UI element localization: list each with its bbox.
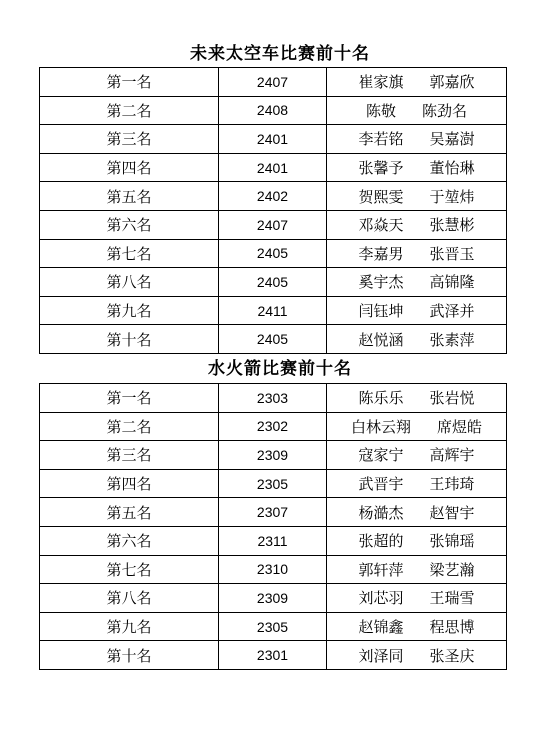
member-name-2: 高锦隆 [429, 273, 475, 292]
rank-cell: 第十名 [40, 641, 219, 670]
table-row [40, 182, 507, 211]
team-members [327, 616, 506, 637]
member-name-1: 陈敬 [365, 101, 396, 120]
rank-cell: 第六名 [40, 210, 219, 239]
team-members [327, 243, 506, 264]
table-row [40, 153, 507, 182]
member-name-1: 寇家宁 [358, 446, 404, 465]
table-row [40, 268, 507, 297]
team-members [327, 214, 506, 235]
team-members [327, 587, 506, 608]
member-name-2: 张慧彬 [429, 216, 475, 235]
names-cell [327, 96, 507, 125]
names-cell [327, 612, 507, 641]
names-cell [327, 526, 507, 555]
names-cell [327, 498, 507, 527]
table-row [40, 412, 507, 441]
section-title-water-rocket: 水火箭比赛前十名 [208, 359, 352, 379]
member-name-2: 张锦瑶 [429, 532, 475, 551]
member-name-1: 李嘉男 [358, 244, 404, 263]
class-cell: 2309 [219, 441, 327, 470]
member-name-1: 杨澔杰 [358, 503, 404, 522]
class-cell: 2401 [219, 153, 327, 182]
member-name-1: 贺熙雯 [358, 187, 404, 206]
class-cell: 2405 [219, 325, 327, 354]
table-row [40, 125, 507, 154]
rank-cell: 第七名 [40, 555, 219, 584]
class-cell: 2307 [219, 498, 327, 527]
ranking-table-space-car [39, 67, 507, 354]
member-name-2: 董怡琳 [429, 159, 475, 178]
member-name-2: 王玮琦 [429, 475, 475, 494]
table-row [40, 584, 507, 613]
member-name-1: 刘芯羽 [358, 589, 404, 608]
rank-cell: 第二名 [40, 96, 219, 125]
team-members [327, 100, 506, 121]
names-cell [327, 239, 507, 268]
member-name-2: 张素萍 [429, 330, 475, 349]
rank-cell: 第八名 [40, 584, 219, 613]
names-cell [327, 182, 507, 211]
class-cell: 2302 [219, 412, 327, 441]
names-cell [327, 641, 507, 670]
team-members [327, 530, 506, 551]
member-name-2: 陈劲名 [422, 101, 468, 120]
names-cell [327, 469, 507, 498]
member-name-2: 张晋玉 [429, 244, 475, 263]
names-cell [327, 584, 507, 613]
rank-cell: 第四名 [40, 469, 219, 498]
member-name-2: 王瑞雪 [429, 589, 475, 608]
class-cell: 2402 [219, 182, 327, 211]
team-members [327, 186, 506, 207]
class-cell: 2407 [219, 68, 327, 97]
team-members [327, 329, 506, 350]
table-row [40, 498, 507, 527]
member-name-2: 郭嘉欣 [429, 73, 475, 92]
table-row [40, 210, 507, 239]
names-cell [327, 441, 507, 470]
table-row [40, 612, 507, 641]
member-name-2: 张岩悦 [429, 389, 475, 408]
member-name-1: 陈乐乐 [358, 389, 404, 408]
table-row [40, 68, 507, 97]
rank-cell: 第三名 [40, 441, 219, 470]
names-cell [327, 210, 507, 239]
table-row [40, 384, 507, 413]
names-cell [327, 268, 507, 297]
class-cell: 2305 [219, 612, 327, 641]
rank-cell: 第五名 [40, 182, 219, 211]
member-name-1: 武晋宇 [358, 475, 404, 494]
rank-cell: 第二名 [40, 412, 219, 441]
rank-cell: 第五名 [40, 498, 219, 527]
rank-cell: 第八名 [40, 268, 219, 297]
member-name-1: 张超的 [358, 532, 404, 551]
class-cell: 2305 [219, 469, 327, 498]
member-name-1: 赵悦涵 [358, 330, 404, 349]
team-members [327, 300, 506, 321]
class-cell: 2405 [219, 239, 327, 268]
member-name-1: 郭轩萍 [358, 560, 404, 579]
class-cell: 2408 [219, 96, 327, 125]
team-members [327, 444, 506, 465]
names-cell [327, 125, 507, 154]
team-members [327, 416, 506, 437]
table-row [40, 555, 507, 584]
member-name-1: 闫钰坤 [358, 302, 404, 321]
class-cell: 2311 [219, 526, 327, 555]
names-cell [327, 384, 507, 413]
team-members [327, 473, 506, 494]
names-cell [327, 153, 507, 182]
names-cell [327, 68, 507, 97]
team-members [327, 502, 506, 523]
class-cell: 2309 [219, 584, 327, 613]
rank-cell: 第九名 [40, 296, 219, 325]
member-name-2: 张圣庆 [429, 646, 475, 665]
member-name-2: 武泽并 [429, 302, 475, 321]
rank-cell: 第三名 [40, 125, 219, 154]
names-cell [327, 555, 507, 584]
table-row [40, 325, 507, 354]
table-row [40, 469, 507, 498]
member-name-2: 吴嘉澍 [429, 130, 475, 149]
class-cell: 2407 [219, 210, 327, 239]
member-name-2: 高辉宇 [429, 446, 475, 465]
table-row [40, 441, 507, 470]
table-row [40, 96, 507, 125]
member-name-1: 邓焱天 [358, 216, 404, 235]
member-name-1: 白林云翔 [350, 417, 411, 436]
class-cell: 2411 [219, 296, 327, 325]
team-members [327, 157, 506, 178]
team-members [327, 128, 506, 149]
member-name-2: 席煜皓 [437, 417, 483, 436]
rank-cell: 第六名 [40, 526, 219, 555]
team-members [327, 559, 506, 580]
class-cell: 2303 [219, 384, 327, 413]
rank-cell: 第一名 [40, 68, 219, 97]
rank-cell: 第十名 [40, 325, 219, 354]
member-name-2: 梁艺瀚 [429, 560, 475, 579]
rank-cell: 第一名 [40, 384, 219, 413]
class-cell: 2401 [219, 125, 327, 154]
member-name-1: 张馨予 [358, 159, 404, 178]
names-cell [327, 412, 507, 441]
team-members [327, 387, 506, 408]
member-name-1: 刘泽同 [358, 646, 404, 665]
member-name-1: 李若铭 [358, 130, 404, 149]
rank-cell: 第九名 [40, 612, 219, 641]
member-name-2: 赵智宇 [429, 503, 475, 522]
class-cell: 2301 [219, 641, 327, 670]
member-name-1: 崔家旗 [358, 73, 404, 92]
member-name-2: 程思博 [429, 618, 475, 637]
names-cell [327, 325, 507, 354]
class-cell: 2405 [219, 268, 327, 297]
table-row [40, 526, 507, 555]
team-members [327, 645, 506, 666]
table-row [40, 239, 507, 268]
table-row [40, 641, 507, 670]
member-name-2: 于堃炜 [429, 187, 475, 206]
rank-cell: 第四名 [40, 153, 219, 182]
ranking-table-water-rocket [39, 383, 507, 670]
table-row [40, 296, 507, 325]
class-cell: 2310 [219, 555, 327, 584]
rank-cell: 第七名 [40, 239, 219, 268]
names-cell [327, 296, 507, 325]
section-title-space-car: 未来太空车比赛前十名 [190, 44, 370, 64]
member-name-1: 赵锦鑫 [358, 618, 404, 637]
member-name-1: 奚宇杰 [358, 273, 404, 292]
team-members [327, 271, 506, 292]
team-members [327, 71, 506, 92]
